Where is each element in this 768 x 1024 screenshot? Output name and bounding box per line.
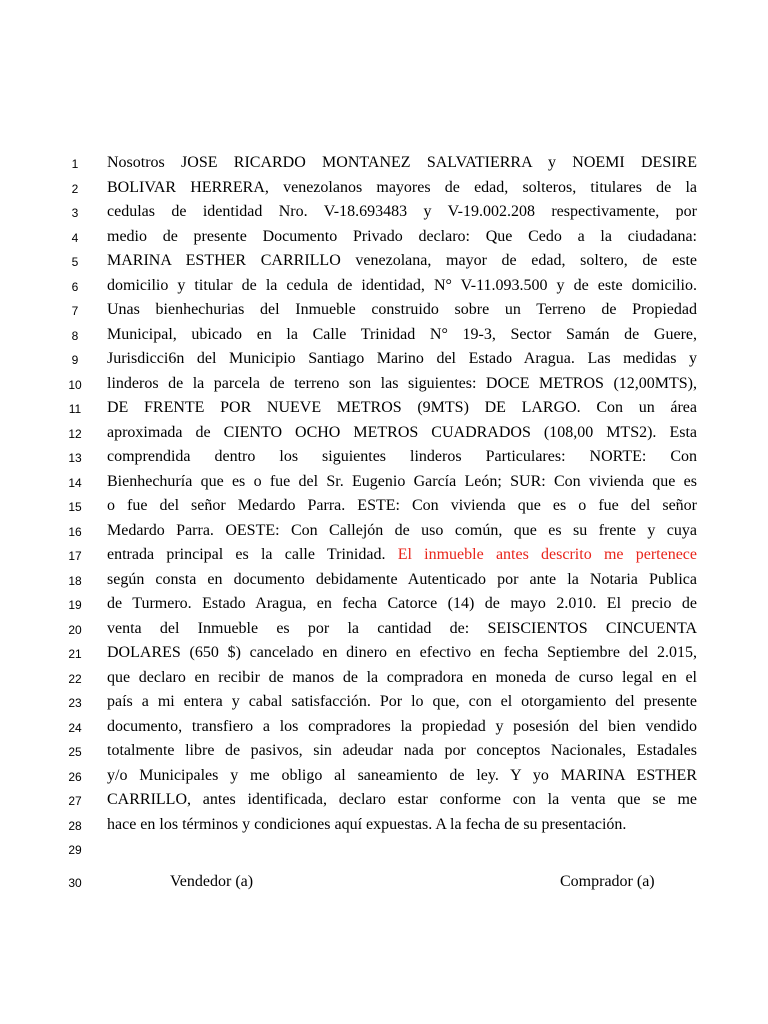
- line-number: 18: [68, 573, 82, 588]
- document-line: [0, 666, 768, 690]
- line-number: 2: [71, 181, 79, 196]
- line-number: 30: [68, 875, 82, 890]
- line-text-content: Bienhechuría que es o fue del Sr. Eugenio García León; SUR: Con vivienda que es: [107, 472, 697, 490]
- line-text-content: Municipal, ubicado en la Calle Trinidad N° 19-3, Sector Samán de Guere,: [107, 325, 697, 343]
- document-line: [0, 200, 768, 224]
- line-text-content: entrada principal es la calle Trinidad.: [107, 546, 386, 563]
- document-line: [0, 641, 768, 665]
- line-number: 22: [68, 671, 82, 686]
- line-number: 24: [68, 720, 82, 735]
- line-text: [107, 323, 697, 347]
- line-number: 15: [68, 500, 82, 514]
- document-line: [0, 494, 768, 518]
- line-text-content: hace en los términos y condiciones aquí expuestas. A la fecha de su presentación.: [107, 815, 627, 833]
- line-number: 19: [68, 598, 82, 612]
- document-line: [0, 396, 768, 420]
- document-line: [0, 347, 768, 371]
- line-number: 25: [68, 745, 82, 759]
- line-number: 29: [68, 843, 82, 857]
- line-text-content: CARRILLO, antes identificada, declaro estar conforme con la venta que se me: [107, 791, 697, 808]
- document-line: [0, 519, 768, 543]
- document-line: [0, 837, 768, 861]
- document-line: [0, 543, 768, 567]
- line-text: [107, 543, 697, 567]
- line-text: [107, 666, 697, 690]
- line-text: [107, 568, 697, 592]
- line-text: [107, 470, 697, 494]
- line-number: 28: [68, 818, 82, 833]
- line-text-content: o fue del señor Medardo Parra. ESTE: Con vivienda que es o fue del señor: [107, 497, 697, 514]
- document-line: [0, 764, 768, 788]
- line-text-content: DOLARES (650 $) cancelado en dinero en efectivo en fecha Septiembre del 2.015,: [107, 644, 697, 661]
- line-text: [107, 592, 697, 616]
- line-text: [107, 617, 697, 641]
- line-number: 23: [68, 696, 82, 710]
- document-line: [0, 470, 768, 494]
- line-text-content: DE FRENTE POR NUEVE METROS (9MTS) DE LARGO. Con un área: [107, 399, 697, 416]
- line-text-content: MARINA ESTHER CARRILLO venezolana, mayor de edad, soltero, de este: [107, 252, 697, 269]
- line-text: [107, 249, 697, 273]
- line-number: 11: [68, 402, 82, 416]
- line-number: 1: [71, 157, 79, 171]
- line-text-content: y/o Municipales y me obligo al saneamiento de ley. Y yo MARINA ESTHER: [107, 766, 697, 784]
- line-text-content: comprendida dentro los siguientes linderos Particulares: NORTE: Con: [107, 448, 697, 465]
- document-line: [0, 151, 768, 175]
- document-line: [0, 249, 768, 273]
- buyer-signature-label: Comprador (a): [560, 872, 655, 890]
- line-number: 12: [68, 426, 82, 441]
- line-text-content: Unas bienhechurias del Inmueble construido sobre un Terreno de Propiedad: [107, 301, 697, 318]
- line-text: [107, 494, 697, 518]
- document-line: [0, 421, 768, 445]
- highlighted-text: El inmueble antes descrito me pertenece: [397, 546, 698, 563]
- line-number: 26: [68, 769, 82, 784]
- line-text-content: según consta en documento debidamente Autenticado por ante la Notaria Publica: [107, 570, 697, 588]
- line-number: 17: [68, 549, 82, 563]
- line-text-content: aproximada de CIENTO OCHO METROS CUADRADOS (108,00 MTS2). Esta: [107, 423, 697, 441]
- line-text-content: venta del Inmueble es por la cantidad de: SEISCIENTOS CINCUENTA: [107, 619, 697, 637]
- document-line: [0, 592, 768, 616]
- line-text-content: cedulas de identidad Nro. V-18.693483 y V-19.002.208 respectivamente, por: [107, 203, 697, 220]
- document-line: [0, 445, 768, 469]
- line-text: [107, 788, 697, 812]
- line-text: [107, 445, 697, 469]
- line-text-content: país a mi entera y cabal satisfacción. Por lo que, con el otorgamiento del presente: [107, 693, 697, 710]
- line-text-content: documento, transfiero a los compradores la propiedad y posesión del bien vendido: [107, 717, 697, 735]
- document-line: [0, 274, 768, 298]
- line-text: [107, 764, 697, 788]
- line-text: [107, 396, 697, 420]
- line-text: [107, 200, 697, 224]
- document-line: [0, 568, 768, 592]
- line-text: [107, 690, 697, 714]
- document-line: [0, 690, 768, 714]
- line-number: 7: [71, 304, 79, 318]
- line-text: [107, 372, 697, 396]
- line-number: 3: [71, 206, 79, 220]
- line-text-content: Jurisdicci6n del Municipio Santiago Marino del Estado Aragua. Las medidas y: [107, 350, 697, 367]
- line-text: [107, 715, 697, 739]
- line-text-content: Nosotros JOSE RICARDO MONTANEZ SALVATIERRA y NOEMI DESIRE: [107, 154, 697, 171]
- line-number: 6: [71, 279, 79, 294]
- line-number: 27: [68, 794, 82, 808]
- line-number: 9: [71, 353, 79, 367]
- line-text: [107, 739, 697, 763]
- document-line: [0, 323, 768, 347]
- line-text-content: de Turmero. Estado Aragua, en fecha Catorce (14) de mayo 2.010. El precio de: [107, 595, 697, 612]
- line-number: 13: [68, 451, 82, 465]
- line-text: [107, 347, 697, 371]
- document-line: [0, 617, 768, 641]
- document-line: [0, 298, 768, 322]
- line-number: 8: [71, 328, 79, 343]
- line-text: [107, 421, 697, 445]
- document-line: [0, 372, 768, 396]
- line-number: 14: [68, 475, 82, 490]
- line-text-content: medio de presente Documento Privado declaro: Que Cedo a la ciudadana:: [107, 227, 697, 245]
- line-number: 4: [71, 230, 79, 245]
- line-number: 16: [68, 524, 82, 539]
- document-line: [0, 788, 768, 812]
- seller-signature-label: Vendedor (a): [170, 872, 254, 890]
- document-line: [0, 813, 768, 837]
- line-text-content: Medardo Parra. OESTE: Con Callejón de uso común, que es su frente y cuya: [107, 521, 697, 539]
- line-text: [107, 225, 697, 249]
- document-line: [0, 225, 768, 249]
- line-text: [107, 176, 697, 200]
- line-text: [107, 813, 697, 837]
- line-text: [107, 298, 697, 322]
- line-text: [107, 641, 697, 665]
- line-text: [107, 519, 697, 543]
- line-text: [107, 274, 697, 298]
- signature-row: [0, 870, 768, 894]
- line-text-content: que declaro en recibir de manos de la compradora en moneda de curso legal en el: [107, 668, 697, 686]
- document-line: [0, 739, 768, 763]
- line-text-content: totalmente libre de pasivos, sin adeudar nada por conceptos Nacionales, Estadales: [107, 742, 697, 759]
- document-line: [0, 715, 768, 739]
- line-text: [107, 151, 697, 175]
- line-number: 5: [71, 255, 79, 269]
- line-text-content: linderos de la parcela de terreno son las siguientes: DOCE METROS (12,00MTS),: [107, 374, 697, 392]
- document-line: [0, 176, 768, 200]
- line-text-content: domicilio y titular de la cedula de identidad, N° V-11.093.500 y de este domicilio.: [107, 276, 697, 294]
- line-text-content: BOLIVAR HERRERA, venezolanos mayores de edad, solteros, titulares de la: [107, 178, 697, 196]
- line-number: 21: [68, 647, 82, 661]
- line-number: 20: [68, 622, 82, 637]
- line-number: 10: [68, 377, 82, 392]
